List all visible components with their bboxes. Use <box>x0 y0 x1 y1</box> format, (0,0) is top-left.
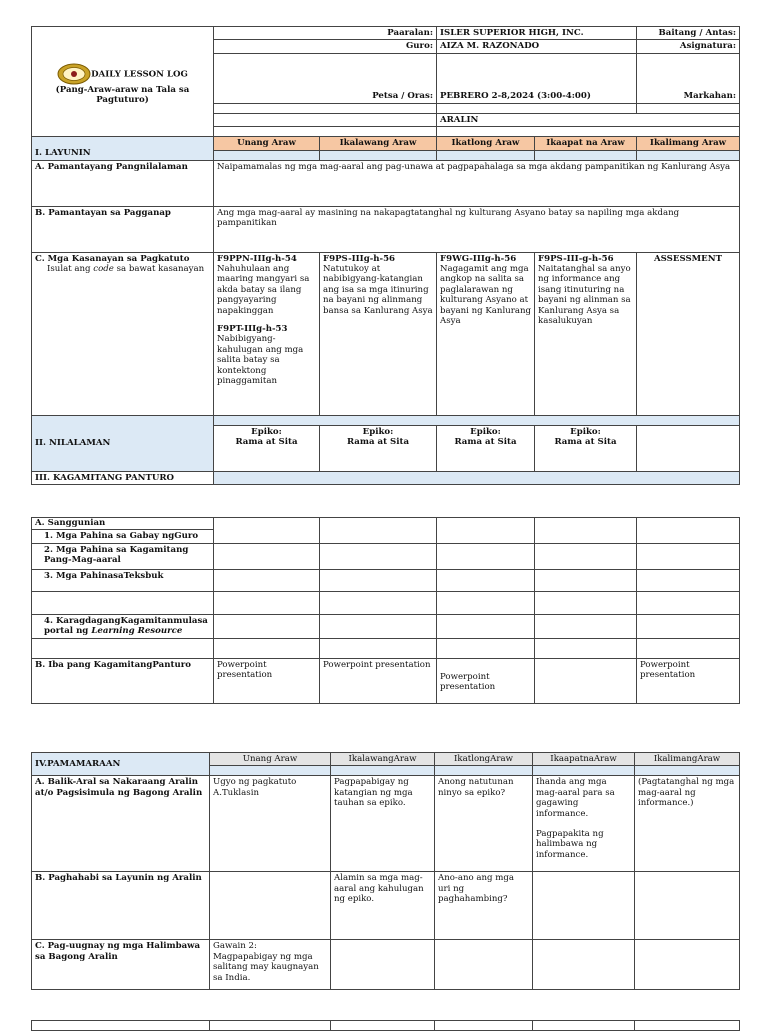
pam-day-header-1: Unang Araw <box>210 753 331 766</box>
pamantayang-pangnilalaman-text: Naipamamalas ng mga mag-aaral ang pag-unawa at pagpapahalaga sa mga akdang pampanitikan ng Kanlurang Asya <box>214 160 740 206</box>
nilalaman-day-2: Epiko: Rama at Sita <box>320 425 437 471</box>
ppt-day-5: Powerpoint presentation <box>637 658 740 703</box>
nilalaman-day-3: Epiko: Rama at Sita <box>437 425 535 471</box>
kasanayan-day-1: F9PPN-IIIg-h-54 Nahuhulaan ang maaring mangyari sa akda batay sa ilang pangyayaring napakinggan F9PT-IIIg-h-53 Nabibigyang-kahulugan ang mga salita batay sa kontektong pinaggamitan <box>214 252 320 415</box>
pag-uugnay-label: C. Pag-uugnay ng mga Halimbawa sa Bagong Aralin <box>32 940 210 990</box>
kasanayan-day-3: F9WG-IIIg-h-56 Nagagamit ang mga angkop na salita sa paglalarawan ng kulturang Asyano at bayani ng Kanlurang Asya <box>437 252 535 415</box>
balik-aral-day-3: Anong natutunan ninyo sa epiko? <box>435 776 533 872</box>
pam-day-header-4: IkaapatnaAraw <box>533 753 635 766</box>
date-value: PEBRERO 2-8,2024 (3:00-4:00) <box>437 53 637 103</box>
balik-aral-day-1: Ugyo ng pagkatuto A.Tuklasin <box>210 776 331 872</box>
day-header-4: Ikaapat na Araw <box>535 137 637 150</box>
nilalaman-day-1: Epiko: Rama at Sita <box>214 425 320 471</box>
kagamitan-heading: III. KAGAMITANG PANTURO <box>32 471 214 484</box>
kagamitang-mag-aaral-label: 2. Mga Pahina sa Kagamitang Pang-Mag-aaral <box>32 544 214 570</box>
kasanayan-day-4: F9PS-III-g-h-56 Naitatanghal sa anyo ng informance ang isang itinuturing na bayani ng alinman sa Kanlurang Asya sa kasalukuyan <box>535 252 637 415</box>
pam-day-header-3: IkatlongAraw <box>435 753 533 766</box>
ppt-day-3: Powerpoint presentation <box>437 658 535 703</box>
day-header-1: Unang Araw <box>214 137 320 150</box>
grade-label: Baitang / Antas: <box>637 27 740 40</box>
school-value: ISLER SUPERIOR HIGH, INC. <box>437 27 637 40</box>
nilalaman-heading: II. NILALAMAN <box>32 415 214 471</box>
day-header-3: Ikatlong Araw <box>437 137 535 150</box>
balik-aral-label: A. Balik-Aral sa Nakaraang Aralin at/o Pagsisimula ng Bagong Aralin <box>32 776 210 872</box>
pag-uugnay-day-1: Gawain 2: Magpapabigay ng mga salitang may kaugnayan sa India. <box>210 940 331 990</box>
balik-aral-day-5: (Pagtatanghal ng mga mag-aaral ng informance.) <box>635 776 740 872</box>
pamantayang-pangnilalaman-label: A. Pamantayang Pangnilalaman <box>32 160 214 206</box>
school-label: Paaralan: <box>214 27 437 40</box>
balik-aral-day-4: Ihanda ang mga mag-aaral para sa gagawing informance. Pagpapakita ng halimbawa ng informance. <box>533 776 635 872</box>
day-header-2: Ikalawang Araw <box>320 137 437 150</box>
balik-aral-day-2: Pagpapabigay ng katangian ng mga tauhan sa epiko. <box>331 776 435 872</box>
sanggunian-label: A. Sanggunian <box>32 518 214 530</box>
paghahabi-day-2: Alamin sa mga mag-aaral ang kahulugan ng epiko. <box>331 872 435 940</box>
paghahabi-day-3: Ano-ano ang mga uri ng paghahambing? <box>435 872 533 940</box>
page-subtitle: (Pang-Araw-araw na Tala sa Pagtuturo) <box>55 84 190 106</box>
teacher-value: AIZA M. RAZONADO <box>437 40 637 53</box>
kasanayan-label: C. Mga Kasanayan sa Pagkatuto <box>35 253 190 264</box>
paghahabi-label: B. Paghahabi sa Layunin ng Aralin <box>32 872 210 940</box>
teacher-label: Guro: <box>214 40 437 53</box>
lesson-log-table-4 <box>31 1020 740 1031</box>
pam-day-header-2: IkalawangAraw <box>331 753 435 766</box>
day-header-5: Ikalimang Araw <box>637 137 740 150</box>
kasanayan-day-5: ASSESSMENT <box>637 252 740 415</box>
pamamaraan-heading: IV.PAMAMARAAN <box>32 753 210 776</box>
header-title-cell <box>32 27 214 137</box>
kasanayan-label-cell <box>32 252 214 415</box>
page-title: DAILY LESSON LOG <box>91 69 188 80</box>
subject-label: Asignatura: <box>637 40 740 53</box>
school-seal-icon <box>57 63 91 85</box>
pam-day-header-5: IkalimangAraw <box>635 753 740 766</box>
kasanayan-sub: Isulat ang code sa bawat kasanayan <box>47 264 205 275</box>
quarter-label: Markahan: <box>637 53 740 103</box>
nilalaman-day-4: Epiko: Rama at Sita <box>535 425 637 471</box>
teksbuk-label: 3. Mga PahinasaTeksbuk <box>32 570 214 592</box>
kasanayan-day-2: F9PS-IIIg-h-56 Natutukoy at nabibigyang-katangian ang isa sa mga itinuring na bayani ng alinmang bansa sa Kanlurang Asya <box>320 252 437 415</box>
iba-pang-kagamitan-label: B. Iba pang KagamitangPanturo <box>32 658 214 703</box>
aralin-label: ARALIN <box>437 113 740 126</box>
lesson-log-table-2 <box>31 517 740 704</box>
ppt-day-2: Powerpoint presentation <box>320 658 437 703</box>
lesson-log-table-3 <box>31 752 740 990</box>
lesson-log-table-1 <box>31 26 740 485</box>
date-label: Petsa / Oras: <box>214 53 437 103</box>
pamantayan-pagganap-label: B. Pamantayan sa Pagganap <box>32 206 214 252</box>
pamantayan-pagganap-text: Ang mga mag-aaral ay masining na nakapagtatanghal ng kulturang Asyano batay sa napiling mga akdang pampanitikan <box>214 206 740 252</box>
layunin-heading: I. LAYUNIN <box>32 137 214 160</box>
gabay-guro-label: 1. Mga Pahina sa Gabay ngGuro <box>32 530 214 544</box>
ppt-day-1: Powerpoint presentation <box>214 658 320 703</box>
learning-resource-label: 4. KaragdagangKagamitanmulasa portal ng Learning Resource <box>32 615 214 639</box>
